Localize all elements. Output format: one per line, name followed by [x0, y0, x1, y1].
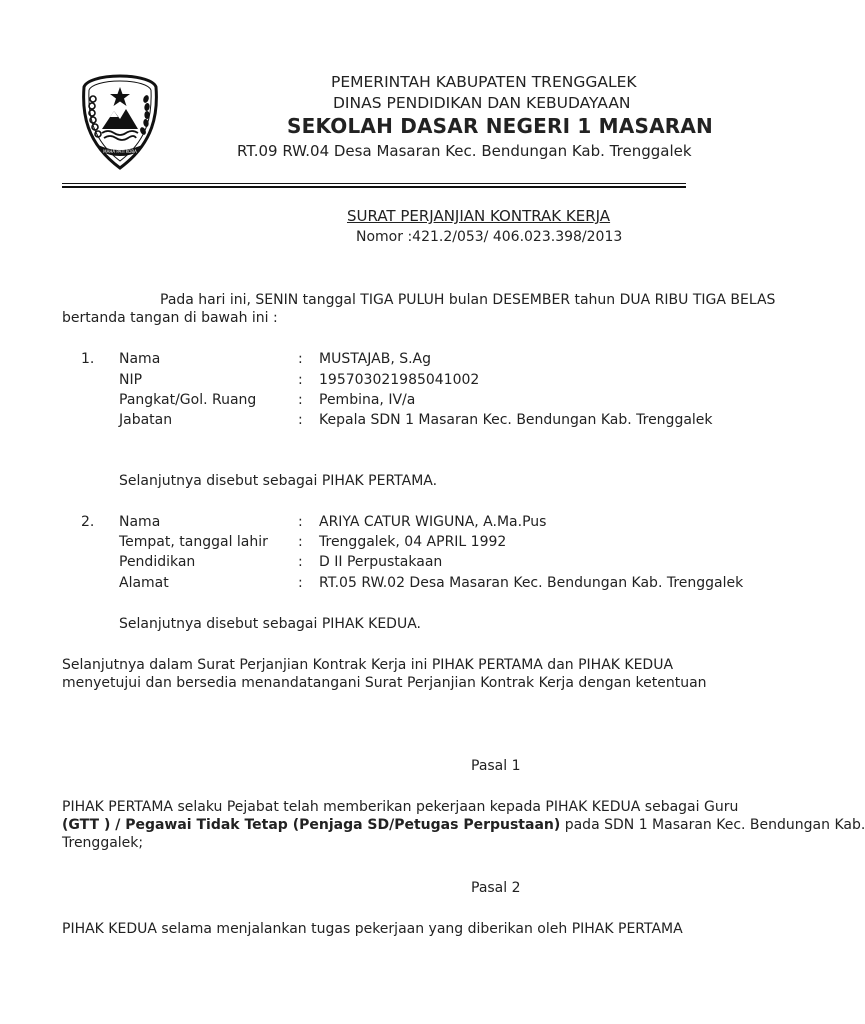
- party1-label-nip: NIP: [119, 372, 143, 388]
- pasal1-line-2: [62, 816, 865, 834]
- agreement-line-2: menyetujui dan bersedia menandatangani Surat Perjanjian Kontrak Kerja dengan ketentuan: [62, 675, 707, 691]
- party2-value-education: D II Perpustakaan: [319, 554, 443, 570]
- government-name: PEMERINTAH KABUPATEN TRENGGALEK: [331, 73, 637, 91]
- party2-colon: :: [298, 534, 303, 550]
- party1-colon: :: [298, 351, 303, 367]
- party1-value-nip: 195703021985041002: [319, 372, 480, 388]
- letter-title: SURAT PERJANJIAN KONTRAK KERJA: [347, 207, 611, 225]
- department-name: DINAS PENDIDIKAN DAN KEBUDAYAAN: [333, 94, 631, 112]
- header-divider-thin: [62, 183, 686, 184]
- pasal2-line-1: PIHAK KEDUA selama menjalankan tugas pekerjaan yang diberikan oleh PIHAK PERTAMA: [62, 921, 683, 937]
- party2-value-birth: Trenggalek, 04 APRIL 1992: [319, 534, 507, 550]
- party1-closing: Selanjutnya disebut sebagai PIHAK PERTAMA.: [119, 473, 438, 489]
- letter-number: Nomor :421.2/053/ 406.023.398/2013: [356, 229, 623, 245]
- header-divider-thick: [62, 186, 686, 188]
- party2-label-education: Pendidikan: [119, 554, 196, 570]
- intro-line-1: Pada hari ini, SENIN tanggal TIGA PULUH bulan DESEMBER tahun DUA RIBU TIGA BELAS: [160, 292, 776, 308]
- party1-label-rank: Pangkat/Gol. Ruang: [119, 392, 257, 408]
- party2-number: 2.: [81, 514, 95, 530]
- party2-colon: :: [298, 514, 303, 530]
- regency-crest-icon: [80, 73, 160, 171]
- intro-line-2: bertanda tangan di bawah ini :: [62, 310, 278, 326]
- party2-closing: Selanjutnya disebut sebagai PIHAK KEDUA.: [119, 616, 421, 632]
- party2-value-name: ARIYA CATUR WIGUNA, A.Ma.Pus: [319, 514, 547, 530]
- school-address: RT.09 RW.04 Desa Masaran Kec. Bendungan Kab. Trenggalek: [237, 142, 692, 160]
- party1-value-name: MUSTAJAB, S.Ag: [319, 351, 432, 367]
- party1-label-position: Jabatan: [119, 412, 173, 428]
- agreement-line-1: Selanjutnya dalam Surat Perjanjian Kontrak Kerja ini PIHAK PERTAMA dan PIHAK KEDUA: [62, 657, 674, 673]
- pasal1-line-1: PIHAK PERTAMA selaku Pejabat telah memberikan pekerjaan kepada PIHAK KEDUA sebagai Guru: [62, 799, 739, 815]
- pasal2-heading: Pasal 2: [471, 880, 521, 896]
- party1-value-rank: Pembina, IV/a: [319, 392, 416, 408]
- party1-colon: :: [298, 392, 303, 408]
- pasal1-line-3: Trenggalek;: [62, 835, 144, 851]
- party1-number: 1.: [81, 351, 95, 367]
- school-name: SEKOLAH DASAR NEGERI 1 MASARAN: [287, 114, 713, 138]
- party1-value-position: Kepala SDN 1 Masaran Kec. Bendungan Kab. Trenggalek: [319, 412, 713, 428]
- crest-motto: MAHA PATI KOBA: [103, 149, 137, 154]
- party2-label-birth: Tempat, tanggal lahir: [119, 534, 268, 550]
- party2-label-name: Nama: [119, 514, 161, 530]
- party1-colon: :: [298, 372, 303, 388]
- pasal1-bold-phrase: (GTT ) / Pegawai Tidak Tetap (Penjaga SD/Petugas Perpustaan): [62, 817, 561, 833]
- party1-colon: :: [298, 412, 303, 428]
- party2-colon: :: [298, 554, 303, 570]
- pasal1-line-2-rest: pada SDN 1 Masaran Kec. Bendungan Kab.: [560, 817, 865, 833]
- party2-colon: :: [298, 575, 303, 591]
- party1-label-name: Nama: [119, 351, 161, 367]
- party2-value-address: RT.05 RW.02 Desa Masaran Kec. Bendungan Kab. Trenggalek: [319, 575, 744, 591]
- party2-label-address: Alamat: [119, 575, 169, 591]
- pasal1-heading: Pasal 1: [471, 758, 521, 774]
